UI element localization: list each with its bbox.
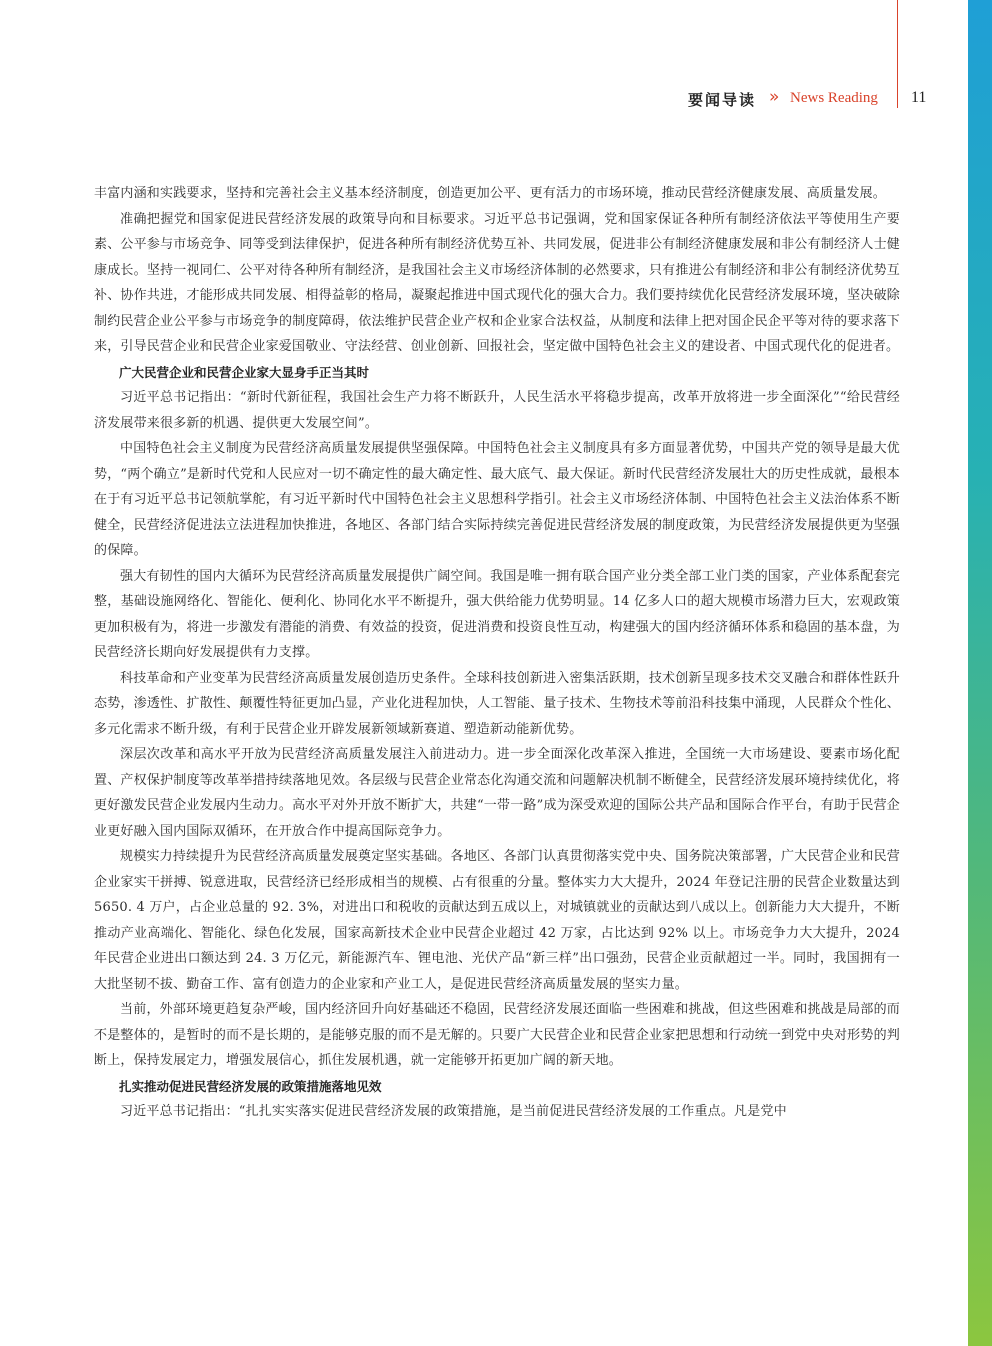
paragraph: 习近平总书记指出：“新时代新征程，我国社会生产力将不断跃升，人民生活水平将稳步提高，改革开放将进一步全面深化”“给民营经济发展带来很多新的机遇、提供更大发展空间”。 (94, 390, 900, 431)
paragraph: 准确把握党和国家促进民营经济发展的政策导向和目标要求。习近平总书记强调，党和国家保证各种所有制经济依法平等使用生产要素、公平参与市场竞争、同等受到法律保护，促进各种所有制经济优势互补、共同发展，促进非公有制经济健康发展和非公有制经济人士健康成长。坚持一视同仁、公平对待各种所有制经济，是我国社会主义市场经济体制的必然要求，只有推进公有制经济和非公有制经济优势互补、协作共进，才能形成共同发展、相得益彰的格局，凝聚起推进中国式现代化的强大合力。我们要持续优化民营经济发展环境，坚决破除制约民营企业公平参与市场竞争的制度障碍，依法维护民营企业产权和企业家合法权益，从制度和法律上把对国企民企平等对待的要求落下来，引导民营企业和民营企业家爱国敬业、守法经营、创业创新、回报社会，坚定做中国特色社会主义的建设者、中国式现代化的促进者。 (94, 211, 900, 354)
section-title-en: News Reading (790, 90, 878, 106)
article-body (94, 181, 900, 1125)
page-header (0, 86, 968, 112)
page-number: 11 (911, 89, 927, 106)
paragraph: 科技革命和产业变革为民营经济高质量发展创造历史条件。全球科技创新进入密集活跃期，技术创新呈现多技术交叉融合和群体性跃升态势，渗透性、扩散性、颠覆性特征更加凸显，产业化进程加快，人工智能、量子技术、生物技术等前沿科技集中涌现，人民群众个性化、多元化需求不断升级，有利于民营企业开辟发展新领域新赛道、塑造新动能新优势。 (94, 670, 900, 737)
paragraph: 规模实力持续提升为民营经济高质量发展奠定坚实基础。各地区、各部门认真贯彻落实党中央、国务院决策部署，广大民营企业和民营企业家实干拼搏、锐意进取，民营经济已经形成相当的规模、占有很重的分量。整体实力大大提升，2024 年登记注册的民营企业数量达到 5650. 4 万户，占企业总量的 92. 3%，对进出口和税收的贡献达到五成以上，对城镇就业的贡献达到八成以上。创新能力大大提升，不断推动产业高端化、智能化、绿色化发展，国家高新技术企业中民营企业超过 42 万家，占比达到 92% 以上。市场竞争力大大提升，2024 年民营企业进出口额达到 24. 3 万亿元，新能源汽车、锂电池、光伏产品“新三样”出口强劲，民营企业贡献超过一半。同时，我国拥有一大批坚韧不拔、勤奋工作、富有创造力的企业家和产业工人，是促进民营经济高质量发展的坚实力量。 (94, 849, 900, 992)
paragraph: 当前，外部环境更趋复杂严峻，国内经济回升向好基础还不稳固，民营经济发展还面临一些困难和挑战，但这些困难和挑战是局部的而不是整体的，是暂时的而不是长期的，是能够克服的而不是无解的。只要广大民营企业和民营企业家把思想和行动统一到党中央对形势的判断上，保持发展定力，增强发展信心，抓住发展机遇，就一定能够开拓更加广阔的新天地。 (94, 1002, 900, 1068)
side-color-bar (968, 0, 992, 1346)
header-divider (897, 0, 898, 108)
double-chevron-icon: » (769, 87, 780, 107)
paragraph: 深层次改革和高水平开放为民营经济高质量发展注入前进动力。进一步全面深化改革深入推进，全国统一大市场建设、要素市场化配置、产权保护制度等改革举措持续落地见效。各层级与民营企业常态化沟通交流和问题解决机制不断健全，民营经济发展环境持续优化，将更好激发民营企业发展内生动力。高水平对外开放不断扩大，共建“一带一路”成为深受欢迎的国际公共产品和国际合作平台，有助于民营企业更好融入国内国际双循环，在开放合作中提高国际竞争力。 (94, 747, 900, 839)
section-heading: 扎实推动促进民营经济发展的政策措施落地见效 (119, 1078, 382, 1094)
section-heading: 广大民营企业和民营企业家大显身手正当其时 (119, 364, 370, 380)
section-title-cn: 要闻导读 (688, 91, 757, 109)
paragraph: 强大有韧性的国内大循环为民营经济高质量发展提供广阔空间。我国是唯一拥有联合国产业分类全部工业门类的国家，产业体系配套完整，基础设施网络化、智能化、便利化、协同化水平不断提升，强大供给能力优势明显。14 亿多人口的超大规模市场潜力巨大，宏观政策更加积极有为，将进一步激发有潜能的消费、有效益的投资，促进消费和投资良性互动，构建强大的国内经济循环体系和稳固的基本盘，为民营经济长期向好发展提供有力支撑。 (94, 568, 900, 660)
paragraph: 丰富内涵和实践要求，坚持和完善社会主义基本经济制度，创造更加公平、更有活力的市场环境，推动民营经济健康发展、高质量发展。 (94, 186, 887, 201)
paragraph: 习近平总书记指出：“扎扎实实落实促进民营经济发展的政策措施，是当前促进民营经济发展的工作重点。凡是党中 (120, 1104, 787, 1119)
paragraph: 中国特色社会主义制度为民营经济高质量发展提供坚强保障。中国特色社会主义制度具有多方面显著优势，中国共产党的领导是最大优势，“两个确立”是新时代党和人民应对一切不确定性的最大确定性、最大底气、最大保证。新时代民营经济发展壮大的历史性成就，最根本在于有习近平总书记领航掌舵，有习近平新时代中国特色社会主义思想科学指引。社会主义市场经济体制、中国特色社会主义法治体系不断健全，民营经济促进法立法进程加快推进，各地区、各部门结合实际持续完善促进民营经济发展的制度政策，为民营经济发展提供更为坚强的保障。 (94, 441, 900, 558)
